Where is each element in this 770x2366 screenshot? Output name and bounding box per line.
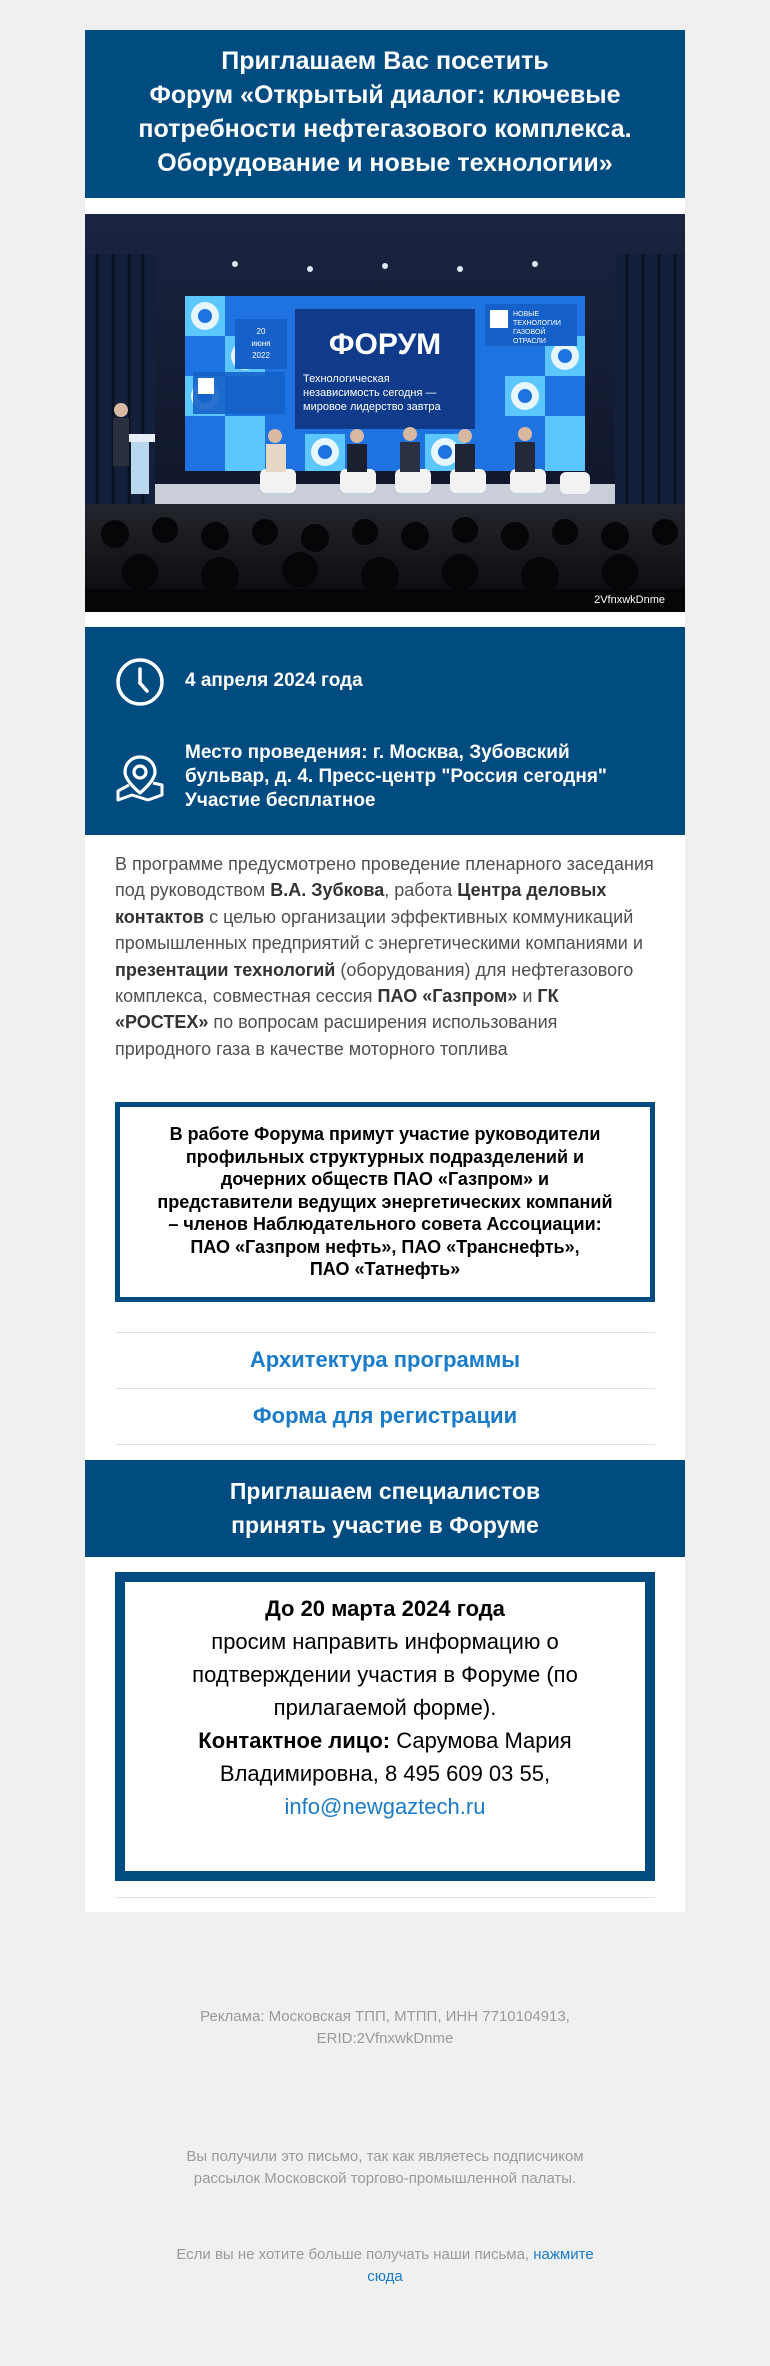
hero-banner <box>85 30 685 198</box>
contact-email-link[interactable]: info@newgaztech.ru <box>284 1793 486 1819</box>
screen-brand: НОВЫЕ <box>513 311 540 318</box>
photo-erid-label: 2VfnxwkDnme <box>594 594 665 606</box>
event-venue <box>185 741 607 813</box>
forum-photo <box>85 214 685 612</box>
screen-date: 20 <box>256 327 266 336</box>
screen-brand: ГАЗОВОЙ <box>513 329 546 336</box>
venue-line: бульвар, д. 4. Пресс-центр "Россия сегодня" <box>185 766 607 787</box>
unsubscribe-link[interactable]: нажмите <box>533 2246 594 2263</box>
contact-person: Контактное лицо: Сарумова Мария <box>198 1727 572 1753</box>
invite-banner: Приглашаем специалистов принять участие в Форуме <box>85 1460 685 1557</box>
subscription-note: Вы получили это письмо, так как являетесь подписчиком рассылок Московской торгово-промышленной палаты. <box>186 2148 584 2187</box>
email-body <box>85 30 685 1912</box>
screen-brand: ОТРАСЛИ <box>513 338 546 345</box>
hero-line: Приглашаем Вас посетить <box>221 47 549 75</box>
links-list <box>85 1332 685 1445</box>
screen-title: ФОРУМ <box>328 328 442 361</box>
screen-date: 2022 <box>252 351 270 360</box>
deadline-date: До 20 марта 2024 года <box>265 1595 505 1621</box>
hero-line: потребности нефтегазового комплекса. <box>138 115 632 143</box>
venue-line: Место проведения: г. Москва, Зубовский <box>185 742 570 763</box>
participation-note: Участие бесплатное <box>185 790 376 811</box>
registration-form-link[interactable]: Форма для регистрации <box>115 1388 655 1445</box>
map-pin-icon <box>115 753 165 803</box>
deadline-box: До 20 марта 2024 года просим направить информацию о подтверждении участия в Форуме (по прилагаемой форме). Контактное лицо: Сарумова Мария Владимировна, 8 495 609 03 55, info@newgaztech.ru <box>115 1572 655 1881</box>
event-info-box <box>85 627 685 835</box>
screen-subtitle: мировое лидерство завтра <box>303 401 441 413</box>
clock-icon <box>115 657 165 707</box>
event-venue-row <box>115 741 655 813</box>
screen-date: июня <box>251 339 271 348</box>
participants-box: В работе Форума примут участие руководители профильных структурных подразделений и дочерних обществ ПАО «Газпром» и представители ведущих энергетических компаний – членов Наблюдательного совета Ассоциации: ПАО «Газпром нефть», ПАО «Транснефть», ПАО «Татнефть» <box>115 1102 655 1302</box>
unsubscribe-note: Если вы не хотите больше получать наши письма, нажмите сюда <box>176 2246 594 2285</box>
program-architecture-link[interactable]: Архитектура программы <box>115 1332 655 1388</box>
hero-line: Оборудование и новые технологии» <box>157 149 613 177</box>
screen-subtitle: Технологическая <box>303 373 390 385</box>
ad-disclaimer: Реклама: Московская ТПП, МТПП, ИНН 7710104913, ERID:2VfnxwkDnme <box>200 2008 570 2047</box>
screen-subtitle: независимость сегодня — <box>303 387 437 399</box>
event-date-row <box>115 657 655 707</box>
hero-line: Форум «Открытый диалог: ключевые <box>149 81 621 109</box>
unsubscribe-link[interactable]: сюда <box>367 2268 403 2285</box>
program-description: В программе предусмотрено проведение пленарного заседания под руководством В.А. Зубкова, работа Центра деловых контактов с целью организации эффективных коммуникаций промышленных предприятий с энергетическими компаниями и презентации технологий (оборудования) для нефтегазового комплекса, совместная сессия ПАО «Газпром» и ГК «РОСТЕХ» по вопросам расширения использования природного газа в качестве моторного топлива <box>115 854 654 1059</box>
screen-brand: ТЕХНОЛОГИИ <box>513 320 561 327</box>
forum-photo-illustration <box>85 214 685 612</box>
event-date: 4 апреля 2024 года <box>185 670 363 691</box>
